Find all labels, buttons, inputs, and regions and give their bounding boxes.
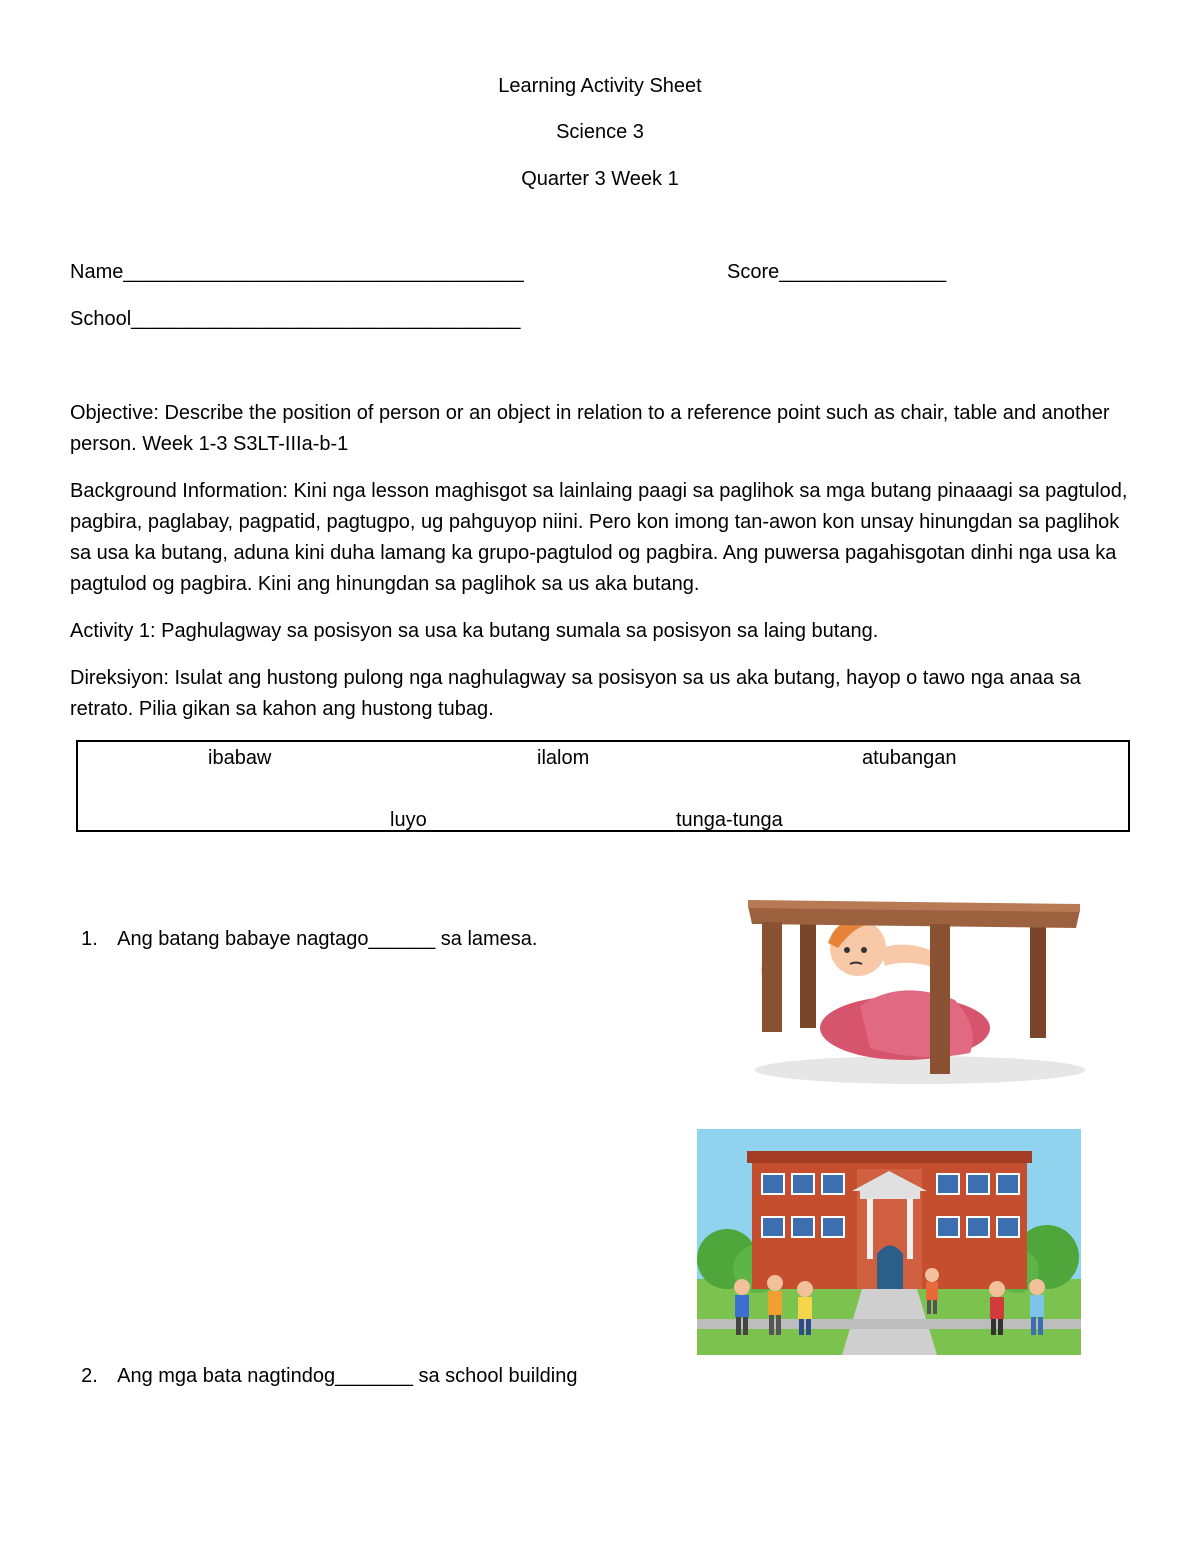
- score-field[interactable]: Score_______________: [727, 261, 947, 283]
- sheet-subject: Science 3: [556, 121, 644, 143]
- question-text: Ang mga bata nagtindog_______ sa school building: [117, 1365, 578, 1387]
- background-text: Background Information: Kini nga lesson maghisgot sa lainlaing paagi sa paglihok sa mga butang pinaaagi sa pagtulod, pagbira, paglabay, pagpatid, pagtugpo, ug pahguyop niini. Pero kon imong tan-awon kon unsay hinungdan sa paglihok sa usa ka butang, aduna kini duha lamang ka grupo-pagtulod og pagbira. Ang puwersa pagahisgotan dinhi nga usa ka pagtulod og pagbira. Kini ang hinungdan sa paglihok sa us aka butang.: [70, 480, 1128, 595]
- name-field[interactable]: Name____________________________________: [70, 261, 524, 283]
- question-item: [70, 900, 537, 952]
- school-field[interactable]: School___________________________________: [70, 308, 521, 330]
- question-number: 2.: [81, 1365, 98, 1387]
- word-choice: luyo: [390, 809, 427, 831]
- school-building-illustration: [697, 1129, 1081, 1355]
- word-choice: ibabaw: [208, 747, 272, 769]
- word-choice-box: [76, 740, 1130, 832]
- question-number: 1.: [81, 928, 98, 950]
- sheet-period: Quarter 3 Week 1: [521, 168, 679, 190]
- sheet-title: Learning Activity Sheet: [498, 75, 702, 97]
- question-item: [70, 1337, 578, 1389]
- objective-text: Objective: Describe the position of person or an object in relation to a reference point such as chair, table and another person. Week 1-3 S3LT-IIIa-b-1: [70, 402, 1110, 455]
- question-text: Ang batang babaye nagtago______ sa lamesa.: [117, 928, 538, 950]
- word-choice: ilalom: [537, 747, 590, 769]
- activity-text: Activity 1: Paghulagway sa posisyon sa usa ka butang sumala sa posisyon sa laing butang.: [70, 620, 879, 642]
- word-choice: tunga-tunga: [676, 809, 783, 831]
- directions-text: Direksiyon: Isulat ang hustong pulong nga naghulagway sa posisyon sa us aka butang, hayop o tawo nga anaa sa retrato. Pilia gikan sa kahon ang hustong tubag.: [70, 667, 1081, 720]
- word-choice: atubangan: [862, 747, 957, 769]
- girl-under-table-illustration: [740, 888, 1090, 1088]
